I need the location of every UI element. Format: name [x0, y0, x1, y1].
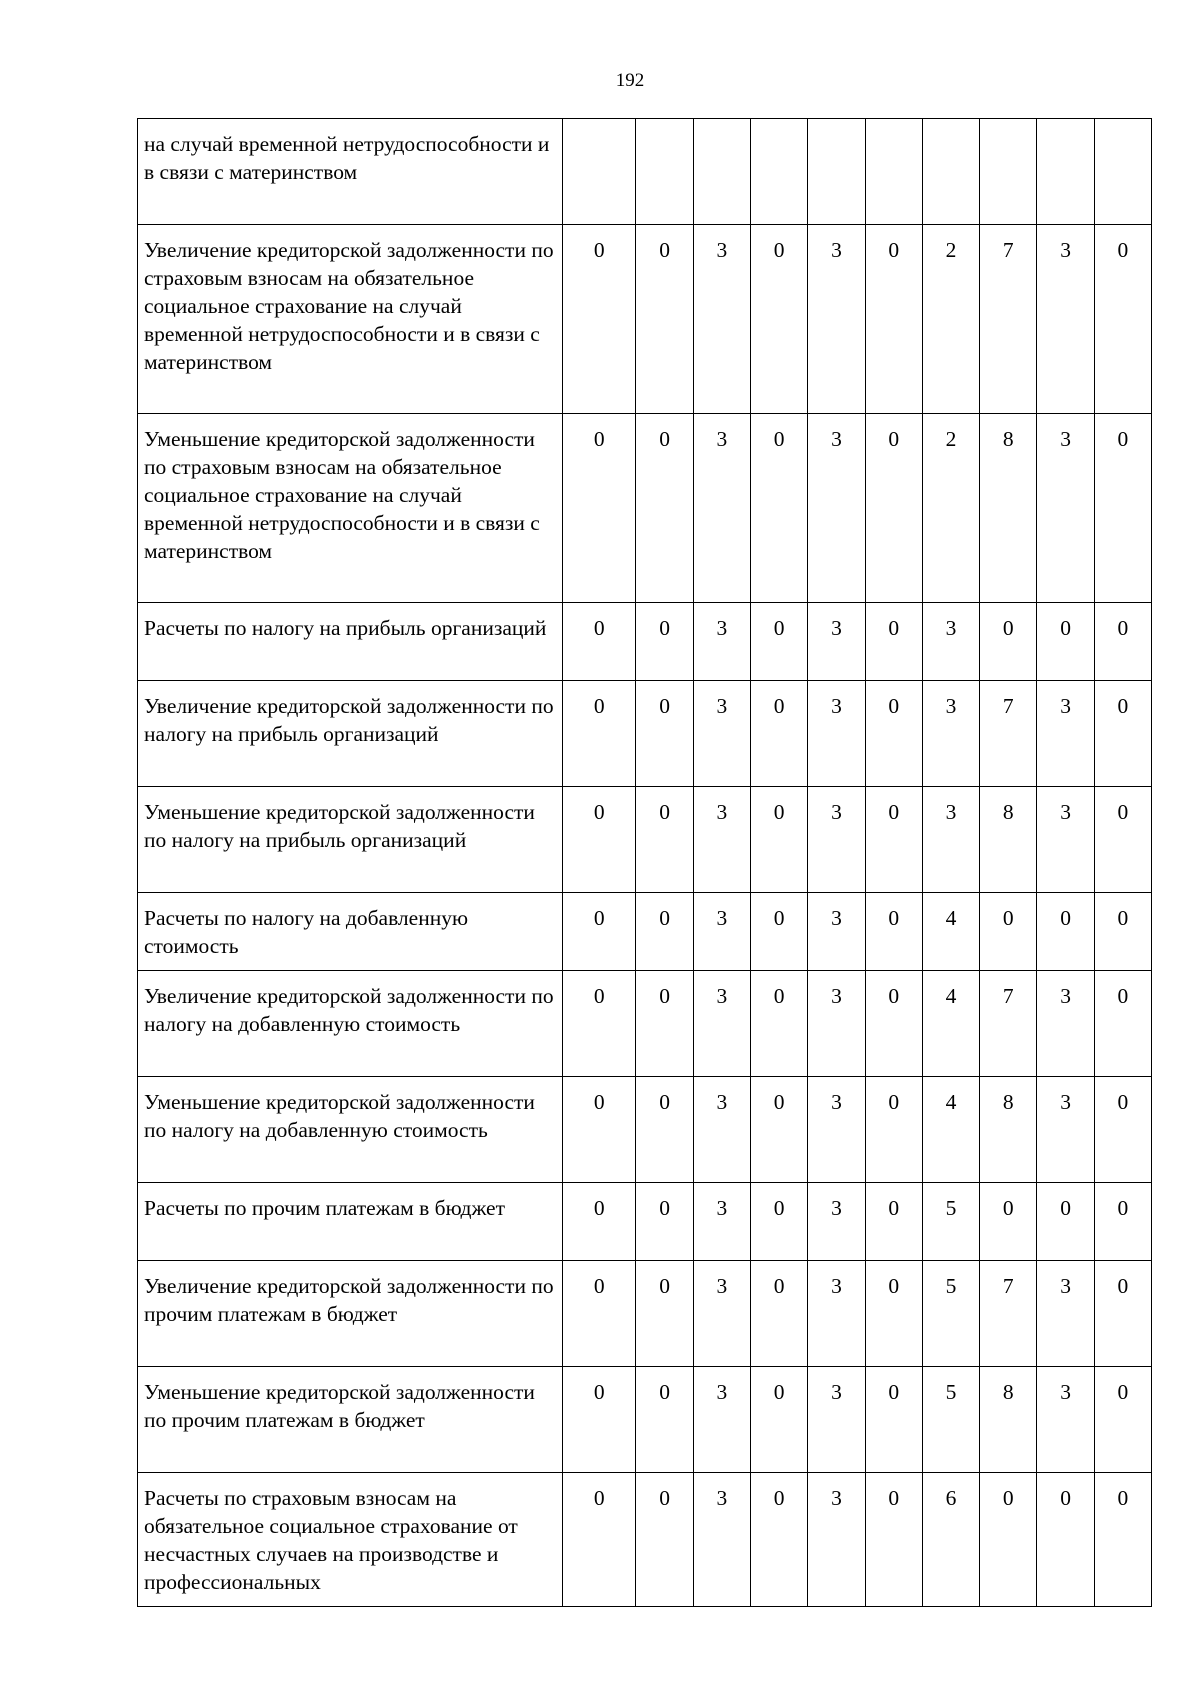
table-row [138, 225, 1152, 414]
code-digit-cell: 2 [922, 414, 979, 603]
code-digit-cell: 3 [693, 1473, 750, 1607]
row-label: Уменьшение кредиторской задолженности по страховым взносам на обязательное социальное страхование на случай временной нетрудоспособности и в связи с материнством [138, 414, 563, 603]
code-digit-cell: 0 [751, 787, 808, 893]
code-digit-cell: 0 [1037, 1183, 1094, 1261]
code-digit-cell: 3 [808, 681, 865, 787]
code-digit-cell: 0 [563, 1077, 636, 1183]
code-digit-cell: 0 [751, 1077, 808, 1183]
code-digit-cell: 3 [808, 787, 865, 893]
row-label: Расчеты по налогу на добавленную стоимость [138, 893, 563, 971]
code-digit-cell: 0 [1094, 1261, 1151, 1367]
code-digit-cell: 0 [563, 681, 636, 787]
code-digit-cell: 0 [865, 603, 922, 681]
code-digit-cell: 0 [563, 971, 636, 1077]
code-digit-cell: 0 [636, 787, 693, 893]
code-digit-cell: 3 [808, 1077, 865, 1183]
table-row [138, 414, 1152, 603]
code-digit-cell: 0 [865, 681, 922, 787]
code-digit-cell: 0 [865, 1367, 922, 1473]
code-digit-cell: 3 [693, 1367, 750, 1473]
code-digit-cell: 5 [922, 1367, 979, 1473]
code-digit-cell: 8 [980, 787, 1037, 893]
code-digit-cell [865, 119, 922, 225]
code-digit-cell: 3 [1037, 414, 1094, 603]
code-digit-cell: 0 [1094, 893, 1151, 971]
code-digit-cell: 8 [980, 414, 1037, 603]
code-digit-cell: 3 [693, 1261, 750, 1367]
code-digit-cell: 3 [808, 1473, 865, 1607]
code-digit-cell [563, 119, 636, 225]
code-digit-cell: 0 [865, 971, 922, 1077]
table-row [138, 893, 1152, 971]
code-digit-cell: 0 [865, 414, 922, 603]
table-row [138, 1473, 1152, 1607]
page-number: 192 [615, 70, 645, 91]
code-digit-cell: 4 [922, 971, 979, 1077]
code-digit-cell: 0 [636, 603, 693, 681]
row-label: Увеличение кредиторской задолженности по налогу на добавленную стоимость [138, 971, 563, 1077]
code-digit-cell: 0 [980, 603, 1037, 681]
code-digit-cell: 5 [922, 1261, 979, 1367]
row-label: Увеличение кредиторской задолженности по страховым взносам на обязательное социальное страхование на случай временной нетрудоспособности и в связи с материнством [138, 225, 563, 414]
code-digit-cell: 3 [808, 225, 865, 414]
row-label: Уменьшение кредиторской задолженности по прочим платежам в бюджет [138, 1367, 563, 1473]
table-row [138, 681, 1152, 787]
code-digit-cell: 5 [922, 1183, 979, 1261]
code-digit-cell [751, 119, 808, 225]
code-digit-cell: 3 [693, 681, 750, 787]
code-digit-cell: 0 [636, 1077, 693, 1183]
code-digit-cell: 0 [980, 1473, 1037, 1607]
row-label: на случай временной нетрудоспособности и в связи с материнством [138, 119, 563, 225]
table-row [138, 603, 1152, 681]
code-digit-cell: 0 [1094, 1367, 1151, 1473]
code-digit-cell: 0 [563, 414, 636, 603]
code-digit-cell: 0 [751, 1367, 808, 1473]
code-digit-cell: 3 [1037, 787, 1094, 893]
code-digit-cell: 3 [1037, 1077, 1094, 1183]
code-digit-cell: 3 [808, 414, 865, 603]
table-row [138, 787, 1152, 893]
code-digit-cell: 0 [563, 1367, 636, 1473]
code-digit-cell [980, 119, 1037, 225]
code-digit-cell: 0 [636, 414, 693, 603]
code-digit-cell: 3 [693, 1077, 750, 1183]
code-digit-cell: 0 [865, 225, 922, 414]
row-label: Уменьшение кредиторской задолженности по налогу на прибыль организаций [138, 787, 563, 893]
table-row [138, 119, 1152, 225]
code-digit-cell: 0 [563, 1473, 636, 1607]
code-digit-cell: 8 [980, 1077, 1037, 1183]
code-digit-cell: 3 [1037, 1261, 1094, 1367]
code-digit-cell: 0 [636, 971, 693, 1077]
code-digit-cell: 3 [808, 1367, 865, 1473]
row-label: Уменьшение кредиторской задолженности по налогу на добавленную стоимость [138, 1077, 563, 1183]
code-digit-cell: 0 [636, 1367, 693, 1473]
code-digit-cell: 4 [922, 893, 979, 971]
code-digit-cell: 0 [1094, 225, 1151, 414]
code-digit-cell: 3 [693, 225, 750, 414]
code-digit-cell: 0 [1094, 1077, 1151, 1183]
code-digit-cell: 3 [1037, 681, 1094, 787]
code-digit-cell: 0 [751, 1473, 808, 1607]
row-label: Увеличение кредиторской задолженности по налогу на прибыль организаций [138, 681, 563, 787]
code-digit-cell: 3 [1037, 971, 1094, 1077]
code-digit-cell: 3 [693, 787, 750, 893]
code-digit-cell [693, 119, 750, 225]
row-label: Расчеты по прочим платежам в бюджет [138, 1183, 563, 1261]
code-digit-cell: 0 [865, 1473, 922, 1607]
code-digit-cell: 2 [922, 225, 979, 414]
code-digit-cell [922, 119, 979, 225]
code-digit-cell [808, 119, 865, 225]
code-digit-cell: 3 [922, 681, 979, 787]
code-digit-cell: 3 [922, 603, 979, 681]
code-digit-cell: 0 [1094, 971, 1151, 1077]
code-digit-cell: 0 [1094, 681, 1151, 787]
row-label: Расчеты по налогу на прибыль организаций [138, 603, 563, 681]
code-digit-cell: 0 [751, 1183, 808, 1261]
code-digit-cell: 3 [1037, 225, 1094, 414]
table-body [138, 119, 1152, 1607]
code-digit-cell: 0 [751, 893, 808, 971]
table-row [138, 1077, 1152, 1183]
code-digit-cell: 0 [751, 1261, 808, 1367]
code-digit-cell [1037, 119, 1094, 225]
code-digit-cell: 0 [865, 1183, 922, 1261]
code-digit-cell: 3 [693, 1183, 750, 1261]
code-digit-cell: 0 [1094, 603, 1151, 681]
code-digit-cell [1094, 119, 1151, 225]
code-digit-cell: 7 [980, 225, 1037, 414]
account-code-table [137, 118, 1152, 1607]
code-digit-cell: 0 [751, 603, 808, 681]
table-row [138, 1261, 1152, 1367]
code-digit-cell: 0 [636, 1261, 693, 1367]
code-digit-cell: 3 [693, 603, 750, 681]
code-digit-cell: 0 [636, 681, 693, 787]
code-digit-cell: 0 [1037, 603, 1094, 681]
code-digit-cell: 0 [563, 225, 636, 414]
code-digit-cell: 0 [1094, 1183, 1151, 1261]
code-digit-cell: 0 [636, 1183, 693, 1261]
code-digit-cell: 7 [980, 1261, 1037, 1367]
code-digit-cell: 0 [751, 681, 808, 787]
code-digit-cell: 0 [1094, 1473, 1151, 1607]
code-digit-cell: 3 [693, 971, 750, 1077]
table-row [138, 971, 1152, 1077]
code-digit-cell: 0 [865, 893, 922, 971]
code-digit-cell: 0 [865, 1261, 922, 1367]
code-digit-cell: 0 [563, 787, 636, 893]
row-label: Увеличение кредиторской задолженности по прочим платежам в бюджет [138, 1261, 563, 1367]
code-digit-cell: 0 [636, 1473, 693, 1607]
code-digit-cell: 0 [563, 1183, 636, 1261]
code-digit-cell: 0 [865, 787, 922, 893]
code-digit-cell: 0 [980, 893, 1037, 971]
code-digit-cell: 0 [751, 225, 808, 414]
code-digit-cell: 3 [1037, 1367, 1094, 1473]
code-digit-cell: 0 [1094, 414, 1151, 603]
code-digit-cell: 3 [922, 787, 979, 893]
code-digit-cell: 3 [808, 1183, 865, 1261]
code-digit-cell [636, 119, 693, 225]
code-digit-cell: 0 [563, 603, 636, 681]
code-digit-cell: 3 [808, 603, 865, 681]
code-digit-cell: 3 [808, 893, 865, 971]
code-digit-cell: 0 [751, 971, 808, 1077]
code-digit-cell: 0 [1037, 1473, 1094, 1607]
code-digit-cell: 0 [751, 414, 808, 603]
table-row [138, 1183, 1152, 1261]
code-digit-cell: 3 [808, 971, 865, 1077]
code-digit-cell: 0 [636, 225, 693, 414]
code-digit-cell: 3 [693, 893, 750, 971]
code-digit-cell: 0 [563, 1261, 636, 1367]
code-digit-cell: 0 [563, 893, 636, 971]
code-digit-cell: 3 [808, 1261, 865, 1367]
code-digit-cell: 3 [693, 414, 750, 603]
code-digit-cell: 7 [980, 971, 1037, 1077]
table-row [138, 1367, 1152, 1473]
code-digit-cell: 0 [980, 1183, 1037, 1261]
code-digit-cell: 7 [980, 681, 1037, 787]
code-digit-cell: 6 [922, 1473, 979, 1607]
code-digit-cell: 0 [1037, 893, 1094, 971]
row-label: Расчеты по страховым взносам на обязательное социальное страхование от несчастных случаев на производстве и профессиональных [138, 1473, 563, 1607]
code-digit-cell: 0 [1094, 787, 1151, 893]
code-digit-cell: 4 [922, 1077, 979, 1183]
code-digit-cell: 0 [636, 893, 693, 971]
code-digit-cell: 0 [865, 1077, 922, 1183]
code-digit-cell: 8 [980, 1367, 1037, 1473]
